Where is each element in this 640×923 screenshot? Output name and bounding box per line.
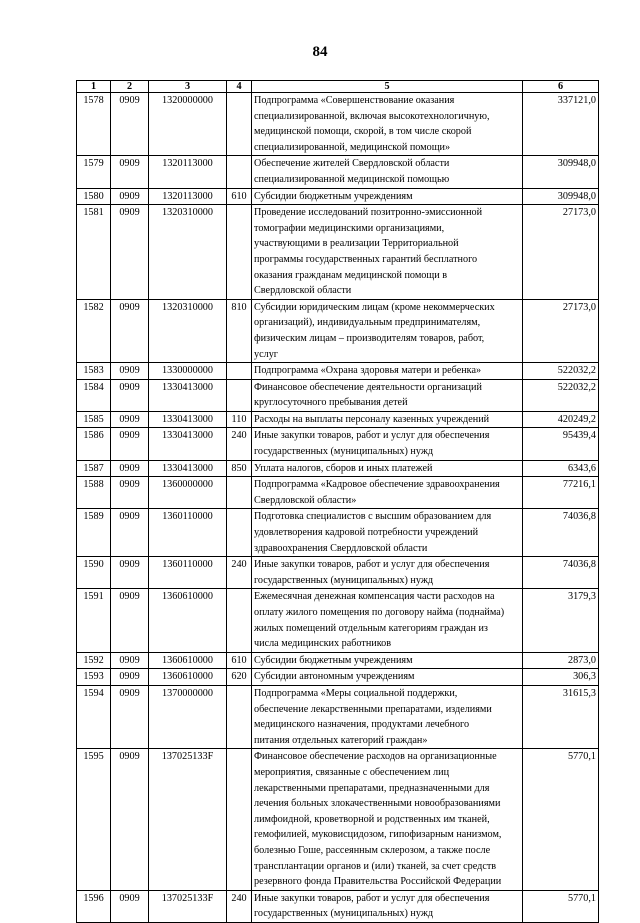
row-number-cell: 1583 bbox=[77, 363, 111, 380]
row-number-cell: 1595 bbox=[77, 749, 111, 890]
item-name-line: Субсидии бюджетным учреждениям bbox=[254, 190, 413, 202]
target-code-cell: 1320310000 bbox=[149, 205, 227, 300]
target-code-cell: 1320310000 bbox=[149, 299, 227, 362]
item-name-line: оказания гражданам медицинской помощи в bbox=[254, 269, 448, 281]
table-row bbox=[77, 379, 599, 411]
item-name-line: томографии медицинскими организациями, bbox=[254, 222, 445, 234]
amount-cell: 5770,1 bbox=[523, 890, 599, 922]
table-row bbox=[77, 93, 599, 156]
item-name-line: Финансовое обеспечение расходов на организационные bbox=[254, 751, 497, 763]
amount-cell: 309948,0 bbox=[523, 156, 599, 188]
item-name-cell bbox=[252, 411, 523, 428]
expense-kind-cell: 610 bbox=[227, 652, 252, 669]
expense-kind-cell bbox=[227, 93, 252, 156]
amount-cell: 77216,1 bbox=[523, 477, 599, 509]
item-name-line: Иные закупки товаров, работ и услуг для обеспечения bbox=[254, 892, 490, 904]
item-name-line: специализированной, включая высокотехнологичную, bbox=[254, 110, 490, 122]
target-code-cell: 1360000000 bbox=[149, 477, 227, 509]
item-name-line: лимфоидной, кроветворной и родственных им тканей, bbox=[254, 813, 490, 825]
item-name-line: медицинского назначения, продуктами лечебного bbox=[254, 719, 470, 731]
item-name-cell bbox=[252, 188, 523, 205]
section-code-cell: 0909 bbox=[111, 749, 149, 890]
amount-cell: 522032,2 bbox=[523, 379, 599, 411]
item-name-cell bbox=[252, 669, 523, 686]
expense-kind-cell: 240 bbox=[227, 890, 252, 922]
target-code-cell: 1360110000 bbox=[149, 557, 227, 589]
amount-cell: 74036,8 bbox=[523, 557, 599, 589]
item-name-line: трансплантации органов и (или) тканей, за счет средств bbox=[254, 860, 497, 872]
amount-cell: 27173,0 bbox=[523, 299, 599, 362]
item-name-line: программы государственных гарантий бесплатного bbox=[254, 253, 478, 265]
row-number-cell: 1588 bbox=[77, 477, 111, 509]
expense-kind-cell bbox=[227, 685, 252, 748]
row-number-cell: 1578 bbox=[77, 93, 111, 156]
amount-cell: 6343,6 bbox=[523, 460, 599, 477]
table-row bbox=[77, 299, 599, 362]
item-name-line: оплату жилого помещения по договору найма (поднайма) bbox=[254, 607, 505, 618]
section-code-cell: 0909 bbox=[111, 363, 149, 380]
item-name-line: Расходы на выплаты персоналу казенных учреждений bbox=[254, 413, 490, 425]
item-name-line: специализированной, медицинской помощи» bbox=[254, 141, 451, 153]
section-code-cell: 0909 bbox=[111, 93, 149, 156]
table-row bbox=[77, 557, 599, 589]
item-name-line: Субсидии юридическим лицам (кроме некоммерческих bbox=[254, 301, 495, 313]
item-name-line: резервного фонда Правительства Российской Федерации bbox=[254, 876, 502, 888]
expense-kind-cell: 240 bbox=[227, 428, 252, 460]
target-code-cell: 1360610000 bbox=[149, 589, 227, 652]
item-name-cell bbox=[252, 890, 523, 922]
table-row bbox=[77, 669, 599, 686]
expense-kind-cell: 620 bbox=[227, 669, 252, 686]
section-code-cell: 0909 bbox=[111, 685, 149, 748]
table-row bbox=[77, 749, 599, 890]
column-header: 1 bbox=[77, 81, 111, 93]
item-name-line: Субсидии автономным учреждениям bbox=[254, 671, 415, 683]
item-name-line: государственных (муниципальных) нужд bbox=[254, 446, 434, 458]
expense-kind-cell bbox=[227, 363, 252, 380]
item-name-cell bbox=[252, 589, 523, 652]
row-number-cell: 1582 bbox=[77, 299, 111, 362]
amount-cell: 420249,2 bbox=[523, 411, 599, 428]
item-name-cell bbox=[252, 428, 523, 460]
item-name-line: Иные закупки товаров, работ и услуг для обеспечения bbox=[254, 559, 490, 571]
item-name-line: круглосуточного пребывания детей bbox=[254, 397, 408, 409]
table-row bbox=[77, 890, 599, 922]
section-code-cell: 0909 bbox=[111, 379, 149, 411]
item-name-line: Подпрограмма «Меры социальной поддержки, bbox=[254, 687, 458, 699]
item-name-line: физическим лицам – производителям товаров, работ, bbox=[254, 332, 485, 344]
column-header: 5 bbox=[252, 81, 523, 93]
item-name-cell bbox=[252, 379, 523, 411]
amount-cell: 27173,0 bbox=[523, 205, 599, 300]
item-name-line: Обеспечение жителей Свердловской области bbox=[254, 158, 450, 170]
row-number-cell: 1591 bbox=[77, 589, 111, 652]
item-name-line: мероприятия, связанные с обеспечением лиц bbox=[254, 766, 450, 778]
target-code-cell: 1330413000 bbox=[149, 428, 227, 460]
target-code-cell: 1320113000 bbox=[149, 188, 227, 205]
table-row bbox=[77, 363, 599, 380]
expense-kind-cell: 240 bbox=[227, 557, 252, 589]
amount-cell: 95439,4 bbox=[523, 428, 599, 460]
item-name-line: числа медицинских работников bbox=[254, 638, 392, 650]
item-name-line: Проведение исследований позитронно-эмиссионной bbox=[254, 207, 483, 219]
item-name-line: Иные закупки товаров, работ и услуг для обеспечения bbox=[254, 430, 490, 442]
section-code-cell: 0909 bbox=[111, 460, 149, 477]
expense-kind-cell bbox=[227, 156, 252, 188]
item-name-line: удовлетворения кадровой потребности учреждений bbox=[254, 527, 479, 539]
row-number-cell: 1596 bbox=[77, 890, 111, 922]
section-code-cell: 0909 bbox=[111, 156, 149, 188]
item-name-line: медицинской помощи, скорой, в том числе скорой bbox=[254, 126, 472, 138]
item-name-line: Свердловской области bbox=[254, 285, 352, 297]
expense-kind-cell bbox=[227, 509, 252, 557]
item-name-cell bbox=[252, 156, 523, 188]
section-code-cell: 0909 bbox=[111, 428, 149, 460]
row-number-cell: 1587 bbox=[77, 460, 111, 477]
section-code-cell: 0909 bbox=[111, 411, 149, 428]
section-code-cell: 0909 bbox=[111, 205, 149, 300]
target-code-cell: 1320113000 bbox=[149, 156, 227, 188]
expense-kind-cell: 850 bbox=[227, 460, 252, 477]
item-name-line: услуг bbox=[254, 348, 278, 360]
expense-kind-cell bbox=[227, 205, 252, 300]
item-name-line: здравоохранения Свердловской области bbox=[254, 542, 428, 554]
row-number-cell: 1584 bbox=[77, 379, 111, 411]
section-code-cell: 0909 bbox=[111, 669, 149, 686]
target-code-cell: 137025133F bbox=[149, 890, 227, 922]
row-number-cell: 1590 bbox=[77, 557, 111, 589]
expense-kind-cell: 110 bbox=[227, 411, 252, 428]
item-name-cell bbox=[252, 749, 523, 890]
header-row bbox=[77, 81, 599, 93]
item-name-cell bbox=[252, 509, 523, 557]
item-name-line: обеспечение лекарственными препаратами, изделиями bbox=[254, 703, 492, 715]
item-name-line: Финансовое обеспечение деятельности организаций bbox=[254, 381, 482, 393]
item-name-line: Подготовка специалистов с высшим образованием для bbox=[254, 511, 492, 523]
item-name-cell bbox=[252, 205, 523, 300]
column-header: 2 bbox=[111, 81, 149, 93]
amount-cell: 337121,0 bbox=[523, 93, 599, 156]
target-code-cell: 1330413000 bbox=[149, 460, 227, 477]
expense-kind-cell bbox=[227, 477, 252, 509]
table-body bbox=[77, 93, 599, 923]
section-code-cell: 0909 bbox=[111, 557, 149, 589]
amount-cell: 3179,3 bbox=[523, 589, 599, 652]
section-code-cell: 0909 bbox=[111, 589, 149, 652]
expense-kind-cell: 810 bbox=[227, 299, 252, 362]
target-code-cell: 1320000000 bbox=[149, 93, 227, 156]
table-row bbox=[77, 428, 599, 460]
item-name-line: гемофилией, муковисцидозом, гипофизарным нанизмом, bbox=[254, 829, 502, 841]
section-code-cell: 0909 bbox=[111, 188, 149, 205]
item-name-cell bbox=[252, 477, 523, 509]
item-name-line: болезнью Гоше, рассеянным склерозом, а также после bbox=[254, 844, 491, 856]
section-code-cell: 0909 bbox=[111, 509, 149, 557]
target-code-cell: 1330413000 bbox=[149, 379, 227, 411]
column-header: 3 bbox=[149, 81, 227, 93]
row-number-cell: 1594 bbox=[77, 685, 111, 748]
target-code-cell: 1330413000 bbox=[149, 411, 227, 428]
section-code-cell: 0909 bbox=[111, 299, 149, 362]
target-code-cell: 137025133F bbox=[149, 749, 227, 890]
table-row bbox=[77, 589, 599, 652]
amount-cell: 309948,0 bbox=[523, 188, 599, 205]
item-name-line: жилых помещений отдельным категориям граждан из bbox=[254, 622, 488, 634]
table-row bbox=[77, 188, 599, 205]
row-number-cell: 1589 bbox=[77, 509, 111, 557]
section-code-cell: 0909 bbox=[111, 652, 149, 669]
target-code-cell: 1360110000 bbox=[149, 509, 227, 557]
amount-cell: 2873,0 bbox=[523, 652, 599, 669]
item-name-line: Подпрограмма «Кадровое обеспечение здравоохранения bbox=[254, 479, 500, 491]
column-header: 4 bbox=[227, 81, 252, 93]
expense-kind-cell bbox=[227, 589, 252, 652]
row-number-cell: 1579 bbox=[77, 156, 111, 188]
item-name-cell bbox=[252, 363, 523, 380]
item-name-line: организаций), индивидуальным предпринимателям, bbox=[254, 317, 481, 329]
item-name-line: Ежемесячная денежная компенсация части расходов на bbox=[254, 591, 495, 603]
amount-cell: 74036,8 bbox=[523, 509, 599, 557]
table-row bbox=[77, 460, 599, 477]
table-row bbox=[77, 509, 599, 557]
table-row bbox=[77, 205, 599, 300]
section-code-cell: 0909 bbox=[111, 890, 149, 922]
table-row bbox=[77, 685, 599, 748]
target-code-cell: 1360610000 bbox=[149, 652, 227, 669]
table-row bbox=[77, 411, 599, 428]
amount-cell: 522032,2 bbox=[523, 363, 599, 380]
item-name-cell bbox=[252, 685, 523, 748]
item-name-line: Уплата налогов, сборов и иных платежей bbox=[254, 462, 433, 474]
row-number-cell: 1585 bbox=[77, 411, 111, 428]
table-row bbox=[77, 477, 599, 509]
row-number-cell: 1581 bbox=[77, 205, 111, 300]
target-code-cell: 1330000000 bbox=[149, 363, 227, 380]
row-number-cell: 1592 bbox=[77, 652, 111, 669]
table-row bbox=[77, 156, 599, 188]
section-code-cell: 0909 bbox=[111, 477, 149, 509]
item-name-cell bbox=[252, 299, 523, 362]
item-name-line: питания отдельных категорий граждан» bbox=[254, 734, 428, 746]
page-number: 84 bbox=[312, 44, 328, 60]
item-name-line: специализированной медицинской помощью bbox=[254, 173, 450, 185]
item-name-line: участвующими в реализации Территориальной bbox=[254, 238, 459, 250]
amount-cell: 5770,1 bbox=[523, 749, 599, 890]
item-name-line: Свердловской области» bbox=[254, 494, 357, 506]
item-name-cell bbox=[252, 652, 523, 669]
target-code-cell: 1370000000 bbox=[149, 685, 227, 748]
expense-kind-cell: 610 bbox=[227, 188, 252, 205]
row-number-cell: 1593 bbox=[77, 669, 111, 686]
expense-kind-cell bbox=[227, 749, 252, 890]
item-name-line: Субсидии бюджетным учреждениям bbox=[254, 654, 413, 666]
item-name-line: Подпрограмма «Совершенствование оказания bbox=[254, 95, 455, 106]
table-row bbox=[77, 652, 599, 669]
amount-cell: 306,3 bbox=[523, 669, 599, 686]
budget-table bbox=[76, 80, 599, 923]
amount-cell: 31615,3 bbox=[523, 685, 599, 748]
item-name-cell bbox=[252, 460, 523, 477]
item-name-cell bbox=[252, 93, 523, 156]
item-name-cell bbox=[252, 557, 523, 589]
row-number-cell: 1580 bbox=[77, 188, 111, 205]
expense-kind-cell bbox=[227, 379, 252, 411]
item-name-line: лечения больных злокачественными новообразованиями bbox=[254, 798, 501, 810]
item-name-line: лекарственными препаратами, предназначенными для bbox=[254, 782, 490, 794]
item-name-line: государственных (муниципальных) нужд bbox=[254, 908, 434, 920]
column-header: 6 bbox=[523, 81, 599, 93]
row-number-cell: 1586 bbox=[77, 428, 111, 460]
item-name-line: государственных (муниципальных) нужд bbox=[254, 574, 434, 586]
item-name-line: Подпрограмма «Охрана здоровья матери и ребенка» bbox=[254, 365, 482, 377]
target-code-cell: 1360610000 bbox=[149, 669, 227, 686]
